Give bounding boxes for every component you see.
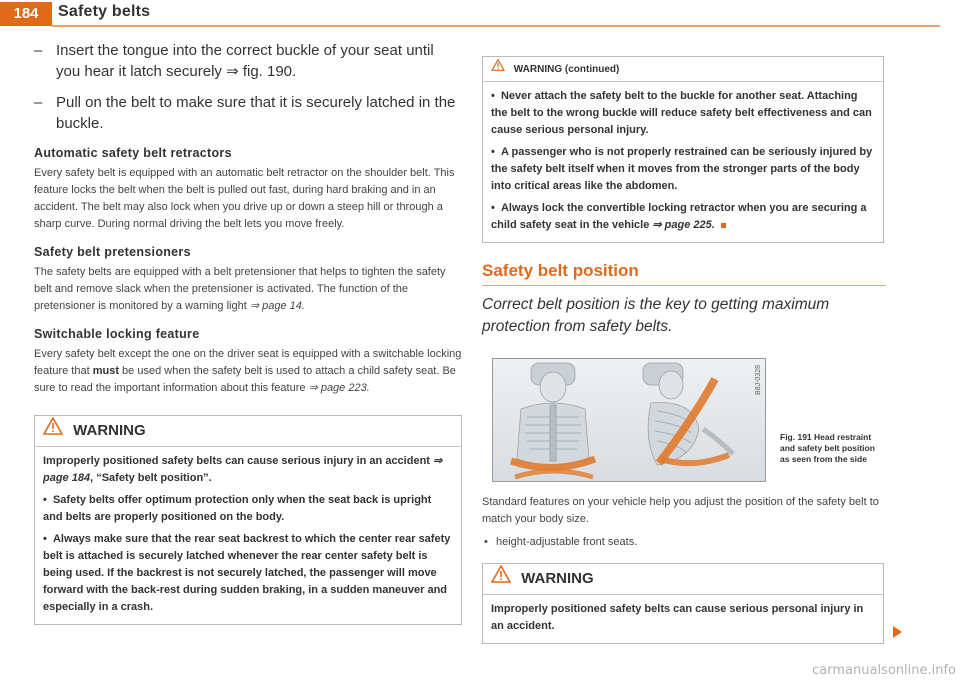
locking-text bbox=[34, 346, 462, 397]
warning-continued-body bbox=[483, 82, 883, 242]
skeleton-illustration bbox=[493, 359, 765, 481]
warning-header bbox=[35, 416, 461, 447]
warning-body bbox=[35, 447, 461, 624]
warning-intro-text: Improperly positioned safety belts can cause serious injury in an accident bbox=[43, 455, 430, 467]
locking-heading: Switchable locking feature bbox=[34, 327, 200, 341]
continue-arrow-icon bbox=[893, 626, 902, 638]
section-title: Safety belt position bbox=[482, 261, 886, 286]
figure-code: B8J-0328 bbox=[755, 365, 762, 395]
right-column bbox=[482, 40, 884, 644]
warning-2-text: Improperly positioned safety belts can cause serious personal injury in an accident. bbox=[491, 603, 864, 632]
page-225-link[interactable]: ⇒ page 225. bbox=[652, 219, 715, 231]
warning-box bbox=[34, 415, 462, 625]
warning-bullet: • Always lock the convertible locking retractor when you are securing a child safety seat in the vehicle ⇒ page 225. bbox=[491, 202, 867, 231]
step-text: Insert the tongue into the correct buckle of your seat until you hear it latch securely ⇒ fig. 190. bbox=[56, 42, 434, 80]
step-dash: – bbox=[34, 94, 43, 111]
retractors-text: Every safety belt is equipped with an automatic belt retractor on the shoulder belt. This feature locks the belt when the belt is pulled out fast, during hard braking and in an accident. The belt may also lock when you drive up or down a steep hill or through a sharp curve. During normal driving the belt lets you move freely. bbox=[34, 167, 455, 230]
pretensioners-heading: Safety belt pretensioners bbox=[34, 245, 191, 259]
end-square-icon bbox=[721, 223, 726, 228]
warning-bullet: • Safety belts offer optimum protection only when the seat back is upright and belts are properly positioned on the body. bbox=[43, 494, 432, 523]
figure-191-image bbox=[492, 358, 766, 482]
section-lead: Correct belt position is the key to getting maximum protection from safety belts. bbox=[482, 296, 830, 335]
warning-label: WARNING bbox=[73, 422, 146, 439]
warning-intro bbox=[43, 453, 453, 487]
warning-body-2 bbox=[483, 595, 883, 643]
figure-row bbox=[482, 358, 884, 480]
page-header bbox=[0, 0, 960, 28]
figure-caption-label: Fig. 191 bbox=[780, 432, 812, 442]
step-1 bbox=[34, 40, 462, 82]
running-title: Safety belts bbox=[58, 3, 151, 20]
warning-continued-label: WARNING (continued) bbox=[513, 63, 620, 75]
figure-caption bbox=[780, 432, 884, 465]
pretensioners-text bbox=[34, 264, 462, 315]
warning-triangle-icon bbox=[43, 416, 63, 446]
warning-label-2: WARNING bbox=[521, 570, 594, 587]
locking-must: must bbox=[92, 365, 119, 377]
warning-bullet-text: Never attach the safety belt to the buckle for another seat. Attaching the belt to the wrong buckle will reduce safety belt effectiveness and can cause serious personal injury. bbox=[491, 90, 872, 136]
watermark: carmanualsonline.info bbox=[812, 663, 956, 678]
page-14-link[interactable]: ⇒ page 14. bbox=[249, 300, 305, 312]
warning-triangle-icon bbox=[491, 57, 505, 81]
warning-continued-header bbox=[483, 57, 883, 82]
step-2 bbox=[34, 92, 462, 134]
retractors-heading: Automatic safety belt retractors bbox=[34, 146, 232, 160]
warning-bullet: • A passenger who is not properly restrained can be seriously injured by the safety belt itself when it moves from the stronger parts of the body into critical areas like the abdomen. bbox=[491, 146, 873, 192]
step-text: Pull on the belt to make sure that it is securely latched in the buckle. bbox=[56, 94, 456, 132]
feature-bullet: • height-adjustable front seats. bbox=[482, 534, 884, 551]
step-dash: – bbox=[34, 42, 43, 59]
warning-bullet: • Always make sure that the rear seat backrest to which the center rear safety belt is attached is securely latched whenever the rear center safety belt is being used. If the backrest is not securely latched, the passenger will move forward with the back-rest during sudden braking, in a sudden maneuver and especially in a crash. bbox=[43, 533, 451, 613]
warning-box-2 bbox=[482, 563, 884, 644]
pretensioners-body: The safety belts are equipped with a belt pretensioner that helps to tighten the safety belt and remove slack when the pretensioner is activated. The function of the pretensioner is monitored by a warning light bbox=[34, 266, 446, 312]
warning-bullet-text: A passenger who is not properly restrained can be seriously injured by the safety belt itself when it moves from the stronger parts of the body into critical areas like the abdomen. bbox=[491, 146, 873, 192]
warning-continued-box bbox=[482, 56, 884, 243]
warning-header-2 bbox=[483, 564, 883, 595]
page-223-link[interactable]: ⇒ page 223. bbox=[308, 382, 370, 394]
warning-bullet-text: Always lock the convertible locking retractor when you are securing a child safety seat in the vehicle bbox=[491, 202, 867, 231]
standard-features-text: Standard features on your vehicle help you adjust the position of the safety belt to match your body size. bbox=[482, 496, 879, 525]
page-184-link[interactable]: ⇒ page 184 bbox=[43, 455, 443, 484]
warning-triangle-icon bbox=[491, 564, 511, 594]
page-number: 184 bbox=[0, 2, 52, 26]
header-rule bbox=[52, 25, 940, 27]
left-column bbox=[34, 40, 462, 625]
locking-body-1: Every safety belt except the one on the driver seat is equipped with a switchable locking feature that bbox=[34, 348, 462, 377]
warning-intro-quote: , “Safety belt position”. bbox=[90, 472, 212, 484]
locking-body-2: be used when the safety belt is used to attach a child safety seat. Be sure to read the important information about this feature bbox=[34, 365, 456, 394]
figure-caption-text: Head restraint and safety belt position as seen from the side bbox=[780, 432, 875, 464]
warning-bullet: • Never attach the safety belt to the buckle for another seat. Attaching the belt to the wrong buckle will reduce safety belt effectiveness and can cause serious personal injury. bbox=[491, 90, 872, 136]
warning-bullet-text: Safety belts offer optimum protection only when the seat back is upright and belts are properly positioned on the body. bbox=[43, 494, 432, 523]
warning-bullet-text: Always make sure that the rear seat backrest to which the center rear safety belt is attached is securely latched whenever the rear center safety belt is being used. If the backrest is not securely latched, the passenger will move forward with the back-rest during sudden braking, in a sudden maneuver and especially in a crash. bbox=[43, 533, 451, 613]
